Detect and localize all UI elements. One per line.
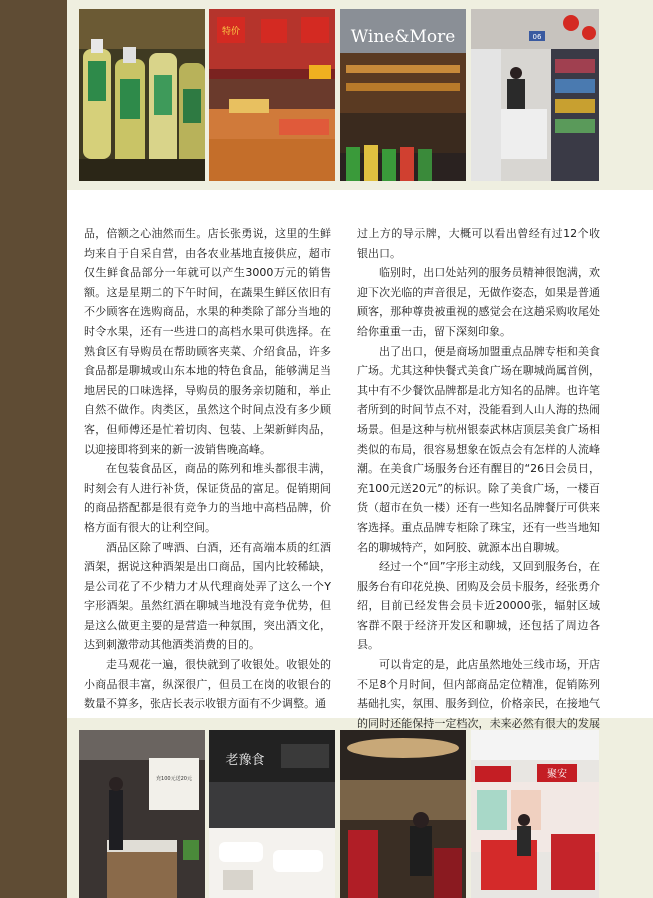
article-paragraph: 可以肯定的是，此店虽然地处三线市场，开店不足8个月时间，但内部商品定位精准，促销陈列基础扎实，氛围、服务到位，价格亲民，在接地气的同时还能保持一定档次，未来必然有很大的发展 (357, 658, 600, 730)
photo-food-court-stall (209, 730, 335, 898)
article-left-column (84, 224, 331, 714)
wine-sign-text: Wine&More (350, 27, 456, 47)
photo-brand-counter (471, 730, 599, 898)
photo-wine-more (340, 9, 466, 181)
service-sign-text: 充100元送20元 (156, 776, 192, 782)
photo-food-court-seating (340, 730, 466, 898)
article-paragraph: 在包装食品区，商品的陈列和堆头都很丰满，时刻会有人进行补货，保证货品的富足。促销期间的商品搭配都是很有竞争力的当地中高档品牌，价格方面有很大的让利空间。 (84, 462, 331, 534)
photo-promo-aisle (209, 9, 335, 181)
stall-sign-text: 老豫食 (225, 753, 265, 768)
article-paragraph: 品，倍额之心油然而生。店长张勇说，这里的生鲜均来自于自采自营，由各农业基地直接供应，超市仅生鲜食品部分一年就可以产生3000万元的销售额。这是星期二的下午时间，在蔬果生鲜区依旧有不少顾客在选购商品，水果的种类除了部分当地的时令水果，还有一些进口的高档水果可供选择。在熟食区有导购员在帮助顾客夹菜、介绍食品，许多食品都是聊城或山东本地的特色食品，能够满足当地居民的口味选择，导购员的服务亲切随和，举止自然不做作。肉类区，虽然这个时间点没有多少顾客，但师傅还是忙着切肉、包装、上架新鲜肉品，以迎接即将到来的新一波销售晚高峰。 (84, 227, 331, 456)
article-paragraph: 酒品区除了啤酒、白酒，还有高端本质的红酒酒架，据说这种酒架是出口商品，国内比较稀缺，是公司花了不少精力才从代理商处弄了这么一个Y字形酒架。虽然红酒在聊城当地没有竞争优势，但是这么做更主要的是营造一种氛围，突出酒文化，达到刺激带动其他酒类消费的目的。 (84, 540, 331, 652)
photo-cooking-oil (79, 9, 205, 181)
article-paragraph: 临别时，出口处站列的服务员精神很饱满，欢迎下次光临的声音很足，无做作姿态，如果是普通顾客，那种尊贵被重视的感觉会在这趟采购收尾处给你重重一击，留下深刻印象。 (357, 266, 600, 338)
decorative-left-bar (0, 0, 67, 898)
article-paragraph: 出了出口，便是商场加盟重点品牌专柜和美食广场。尤其这种快餐式美食广场在聊城尚属首例，其中有不少餐饮品牌都是北方知名的品牌。也许笔者所到的时间节点不对，没能看到人山人海的热闹场景。但是这种与杭州银泰武林店顶层美食广场相类似的布局，很容易想象在饭点会有怎样的人流峰潮。在美食广场服务台还有醒目的“26日会员日，充100元送20元”的标识。除了美食广场，一楼百货（超市在负一楼）还有一些知名品牌餐厅可供来客选择。重点品牌专柜除了珠宝，还有一些当地知名的聊城特产，如阿胶、就源本出自聊城。 (357, 344, 600, 554)
article-paragraph: 过上方的导示牌，大概可以看出曾经有过12个收银出口。 (357, 227, 600, 260)
photo-checkout-area (471, 9, 599, 181)
checkout-number-text: 06 (532, 33, 542, 41)
article-right-column (357, 224, 600, 753)
article-paragraph: 走马观花一遍，很快就到了收银处。收银处的小商品很丰富，纵深很广，但员工在岗的收银台的数量不算多，张店长表示收银方面有不少调整。通 (84, 658, 331, 711)
promo-sign-text: 特价 (221, 27, 241, 37)
photo-service-counter (79, 730, 205, 898)
article-paragraph: 经过一个“回”字形主动线，又回到服务台，在服务台有印花兑换、团购及会员卡服务，经张勇介绍，目前已经发售会员卡近20000张，辐射区域客群不限于经济开发区和聊城，还包括了周边各县。 (357, 560, 600, 652)
brand-sign-text: 聚安 (547, 769, 567, 780)
